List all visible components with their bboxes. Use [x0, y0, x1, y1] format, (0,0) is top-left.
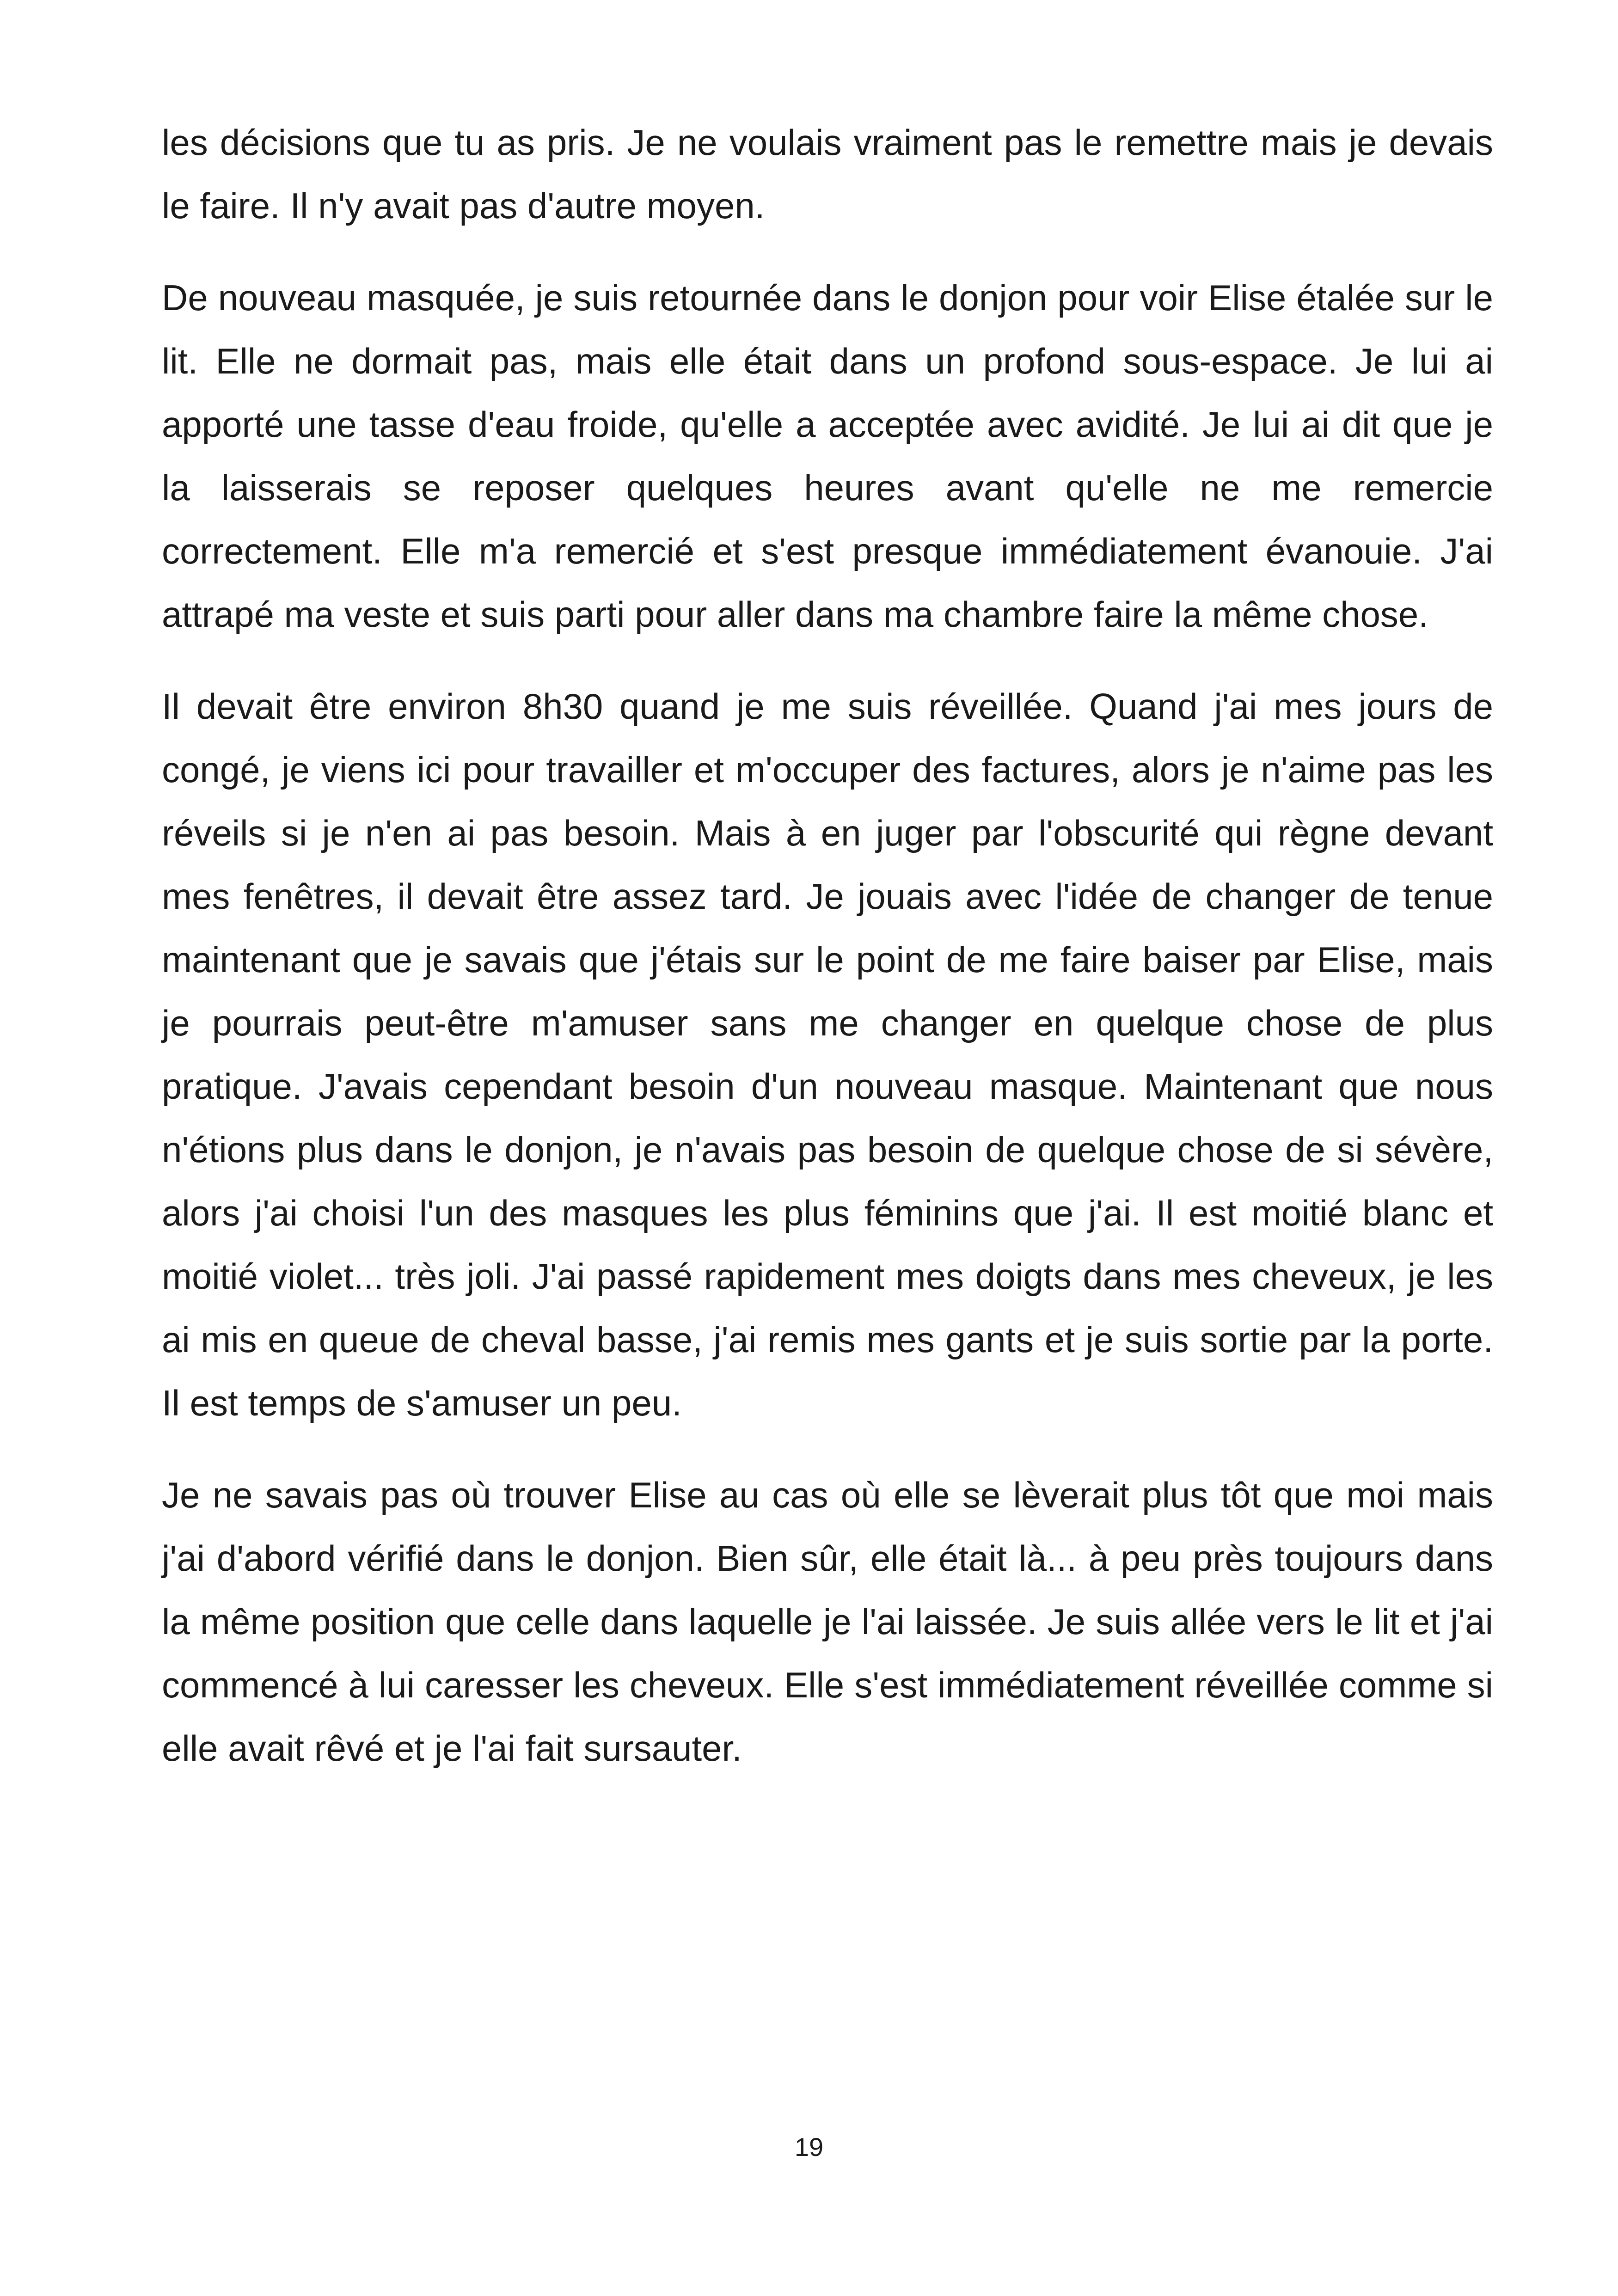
paragraph-4: Je ne savais pas où trouver Elise au cas où elle se lèverait plus tôt que moi mais j'ai d'abord vérifié dans le donjon. Bien sûr, elle était là... à peu près toujours dans la même position que celle dans laquelle je l'ai laissée. Je suis allée vers le lit et j'ai commencé à lui caresser les cheveux. Elle s'est immédiatement réveillée comme si elle avait rêvé et je l'ai fait sursauter.	[162, 1475, 1493, 1769]
paragraph-3: Il devait être environ 8h30 quand je me suis réveillée. Quand j'ai mes jours de congé, je viens ici pour travailler et m'occuper des factures, alors je n'aime pas les réveils si je n'en ai pas besoin. Mais à en juger par l'obscurité qui règne devant mes fenêtres, il devait être assez tard. Je jouais avec l'idée de changer de tenue maintenant que je savais que j'étais sur le point de me faire baiser par Elise, mais je pourrais peut-être m'amuser sans me changer en quelque chose de plus pratique. J'avais cependant besoin d'un nouveau masque. Maintenant que nous n'étions plus dans le donjon, je n'avais pas besoin de quelque chose de si sévère, alors j'ai choisi l'un des masques les plus féminins que j'ai. Il est moitié blanc et moitié violet... très joli. J'ai passé rapidement mes doigts dans mes cheveux, je les ai mis en queue de cheval basse, j'ai remis mes gants et je suis sortie par la porte. Il est temps de s'amuser un peu.	[162, 686, 1493, 1423]
paragraph-2: De nouveau masquée, je suis retournée dans le donjon pour voir Elise étalée sur le lit. Elle ne dormait pas, mais elle était dans un profond sous-espace. Je lui ai apporté une tasse d'eau froide, qu'elle a acceptée avec avidité. Je lui ai dit que je la laisserais se reposer quelques heures avant qu'elle ne me remercie correctement. Elle m'a remercié et s'est presque immédiatement évanouie. J'ai attrapé ma veste et suis parti pour aller dans ma chambre faire la même chose.	[162, 277, 1493, 635]
body-text	[162, 111, 1493, 1809]
paragraph-1: les décisions que tu as pris. Je ne voulais vraiment pas le remettre mais je devais le faire. Il n'y avait pas d'autre moyen.	[162, 122, 1493, 226]
page-number: 19	[794, 2132, 824, 2161]
